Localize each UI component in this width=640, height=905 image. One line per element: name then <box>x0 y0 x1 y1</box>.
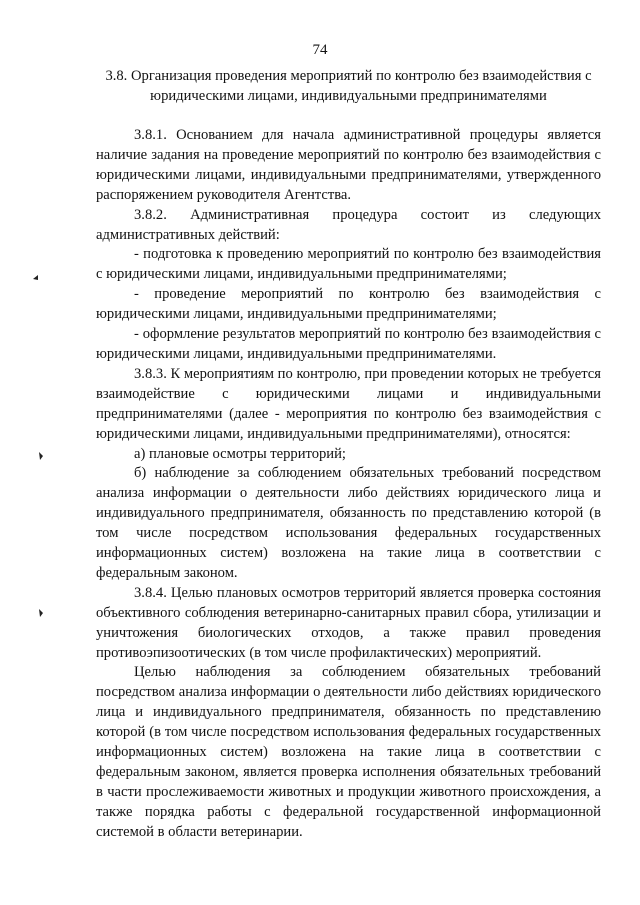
list-item-results: - оформление результатов мероприятий по контролю без взаимодействия с юридическими лицами, индивидуальными предпринимателями. <box>96 326 601 362</box>
paragraph-3-8-4: 3.8.4. Целью плановых осмотров территорий является проверка состояния объективного соблюдения ветеринарно-санитарных правил сбора, утилизации и уничтожения биологических отходов, а также правил проведения противоэпизоотических (в том числе профилактических) мероприятий. <box>96 584 601 661</box>
page-number: 74 <box>312 42 328 58</box>
list-item-a: а) плановые осмотры территорий; <box>134 445 346 462</box>
list-item-preparation: - подготовка к проведению мероприятий по контролю без взаимодействия с юридическими лицами, индивидуальными предпринимателями; <box>96 246 601 283</box>
binding-hole-mark <box>33 273 39 281</box>
document-body <box>96 126 601 843</box>
binding-hole-mark <box>38 452 44 460</box>
binding-hole-mark <box>38 609 44 617</box>
section-heading: 3.8. Организация проведения мероприятий по контролю без взаимодействия с юридическими лицами, индивидуальными предпринимателями <box>105 68 592 104</box>
paragraph-3-8-3: 3.8.3. К мероприятиям по контролю, при проведении которых не требуется взаимодействие с юридическими лицами и индивидуальными предпринимателями (далее - мероприятия по контролю без взаимодействия с юридическими лицами, индивидуальными предпринимателями), относятся: <box>96 365 601 442</box>
list-item-b: б) наблюдение за соблюдением обязательных требований посредством анализа информации о деятельности либо действиях юридического лица и индивидуального предпринимателя, обязанность по представлению которой (в том числе посредством использования федеральных государственных информационных систем) возложена на такие лица в соответствии с федеральным законом. <box>96 465 601 581</box>
paragraph-3-8-1: 3.8.1. Основанием для начала административной процедуры является наличие задания на проведение мероприятий по контролю без взаимодействия с юридическими лицами, индивидуальными предпринимателями, утвержденного распоряжением руководителя Агентства. <box>96 127 601 203</box>
paragraph-observation-goal: Целью наблюдения за соблюдением обязательных требований посредством анализа информации о деятельности либо действиях юридического лица и индивидуального предпринимателя, обязанность по представлению которой (в том числе посредством использования федеральных государственных информационных систем) возложена на такие лица в соответствии с федеральным законом, является проверка исполнения обязательных требований в части прослеживаемости животных и продукции животного происхождения, а также порядка работы с федеральной государственной информационной системой в области ветеринарии. <box>96 664 601 840</box>
list-item-conduct: - проведение мероприятий по контролю без взаимодействия с юридическими лицами, индивидуальными предпринимателями; <box>96 286 601 323</box>
paragraph-3-8-2: 3.8.2. Административная процедура состоит из следующих административных действий: <box>96 206 601 243</box>
